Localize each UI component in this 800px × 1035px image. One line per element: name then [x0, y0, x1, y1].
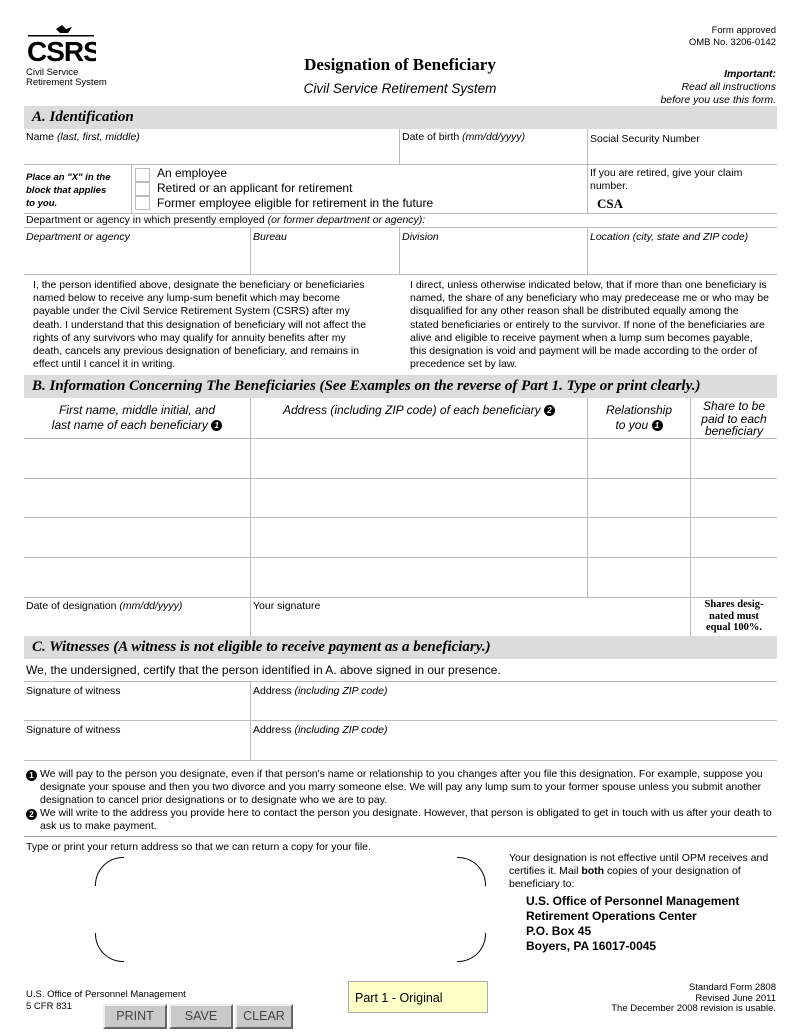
- witness2-address-label: Address (including ZIP code): [253, 724, 388, 736]
- logo-text: CSRS: [27, 36, 96, 65]
- logo-eagle-icon: [26, 25, 96, 65]
- print-button[interactable]: PRINT: [103, 1004, 167, 1029]
- col-share-header: Share to be paid to each beneficiary: [701, 399, 767, 438]
- important-line1: Read all instructions: [681, 81, 776, 93]
- witness1-address-label: Address (including ZIP code): [253, 685, 388, 697]
- option-employee: An employee: [157, 166, 228, 180]
- clear-button[interactable]: CLEAR: [235, 1004, 293, 1029]
- bracket-bottom-left: [95, 933, 124, 962]
- distribution-statement: I direct, unless otherwise indicated below, that if more than one beneficiary is named, the share of any beneficiary who may predecease me or who may be disqualified for any other reason shall be distributed equally among the stated beneficiaries or entirely to the survivor. If none of the beneficiaries are alive and eligible to receive payment when a lump sum becomes payable, this designation is void and payment will be made according to the order of precedence set by law.: [410, 279, 769, 371]
- bracket-top-left: [95, 857, 124, 886]
- form-title: Designation of Beneficiary: [304, 55, 496, 74]
- your-signature-field[interactable]: [251, 613, 689, 635]
- section-a-title: A. Identification: [32, 109, 134, 125]
- dob-field[interactable]: [400, 144, 586, 163]
- footer-agency: U.S. Office of Personnel Management: [26, 989, 186, 1000]
- claim-number-field[interactable]: [630, 195, 776, 212]
- section-b-title: B. Information Concerning The Beneficiaries (See Examples on the reverse of Part 1. Type or print clearly.): [32, 378, 701, 394]
- note-1: 1 We will pay to the person you designate, even if that person's name or relationship to you changes after you file this designation. For example, suppose you designate your spouse and then you two divorce and you marry someone else. We will pay any lump sum to your former spouse unless you submit another designation to cancel prior designations or to designate who we are to pay.: [26, 768, 776, 808]
- col-name-header: First name, middle initial, and last name of each beneficiary 1: [24, 403, 250, 432]
- form-approved: Form approved: [711, 25, 776, 36]
- note-2-bullet-icon: 2: [26, 809, 37, 820]
- witness1-label: Signature of witness: [26, 685, 121, 697]
- location-label: Location (city, state and ZIP code): [590, 231, 749, 243]
- important-line2: before you use this form.: [660, 94, 776, 106]
- option-retired: Retired or an applicant for retirement: [157, 181, 353, 195]
- save-button[interactable]: SAVE: [169, 1004, 233, 1029]
- designation-date-field[interactable]: [24, 613, 249, 635]
- designation-statement: I, the person identified above, designate the beneficiary or beneficiaries named below to receive any lump-sum benefit which may become payable under the Civil Service Retirement System (CSRS) after my death. I understand that this designation of beneficiary will not affect the rights of any survivors who may qualify for annuity benefits after my death, cancels any previous designation of beneficiary, and remains in effect until I cancel it in writing.: [33, 279, 367, 371]
- name-label: Name (last, first, middle): [26, 131, 140, 143]
- bureau-label: Bureau: [253, 231, 287, 243]
- section-b-header: [24, 375, 777, 398]
- retired-checkbox[interactable]: [135, 182, 150, 196]
- form-subtitle: Civil Service Retirement System: [303, 81, 497, 96]
- note-1b-icon: 1: [652, 420, 663, 431]
- omb-block: [689, 25, 776, 49]
- dob-label: Date of birth (mm/dd/yyyy): [402, 131, 526, 143]
- employee-checkbox[interactable]: [135, 168, 150, 182]
- note-2: 2 We will write to the address you provide here to contact the person you designate. However, that person is obligated to get in touch with us after your death to ask us to make payment.: [26, 807, 776, 833]
- ssn-label: Social Security Number: [590, 133, 700, 145]
- division-label: Division: [402, 231, 439, 243]
- col-relationship-header: Relationship to you 1: [605, 403, 673, 432]
- division-field[interactable]: [400, 245, 586, 273]
- dept-label: Department or agency: [26, 231, 130, 243]
- witness2-address-field[interactable]: [251, 737, 777, 759]
- bureau-field[interactable]: [251, 245, 398, 273]
- beneficiary-row[interactable]: [24, 558, 777, 596]
- agency-line2: Retirement System: [26, 77, 107, 88]
- omb-number: OMB No. 3206-0142: [688, 37, 776, 48]
- note-2-icon: 2: [544, 405, 555, 416]
- beneficiary-row[interactable]: [24, 518, 777, 556]
- witness-certification: We, the undersigned, certify that the person identified in A. above signed in our presence.: [26, 663, 501, 677]
- designation-date-label: Date of designation (mm/dd/yyyy): [26, 600, 183, 612]
- important-block: [660, 68, 776, 107]
- ssn-field[interactable]: [588, 146, 776, 163]
- csrs-logo: [26, 25, 96, 68]
- section-a-header: [24, 106, 777, 129]
- form-revision-info: Standard Form 2808 Revised June 2011 The December 2008 revision is usable.: [611, 982, 776, 1014]
- claim-prefix: CSA: [597, 196, 624, 211]
- important-label: Important:: [724, 68, 776, 80]
- former-employee-checkbox[interactable]: [135, 196, 150, 210]
- section-c-header: [24, 636, 777, 659]
- beneficiary-row[interactable]: [24, 439, 777, 477]
- option-former-employee: Former employee eligible for retirement in the future: [157, 196, 434, 210]
- witness2-label: Signature of witness: [26, 724, 121, 736]
- footer-cfr: 5 CFR 831: [26, 1001, 72, 1012]
- witness1-address-field[interactable]: [251, 698, 777, 719]
- return-address-field[interactable]: [125, 862, 455, 957]
- dept-field[interactable]: [24, 245, 249, 273]
- bracket-bottom-right: [457, 933, 486, 962]
- opm-mailing-address: U.S. Office of Personnel Management Retirement Operations Center P.O. Box 45 Boyers, PA 16017-0045: [526, 894, 740, 953]
- col-address-header: Address (including ZIP code) of each beneficiary 2: [251, 403, 587, 417]
- section-c-title: C. Witnesses (A witness is not eligible to receive payment as a beneficiary.): [32, 639, 491, 655]
- name-field[interactable]: [24, 144, 398, 163]
- note-1-icon: 1: [211, 420, 222, 431]
- location-field[interactable]: [588, 245, 776, 273]
- return-address-label: Type or print your return address so that we can return a copy for your file.: [26, 841, 371, 853]
- beneficiary-row[interactable]: [24, 479, 777, 516]
- part-label: Part 1 - Original: [348, 981, 488, 1013]
- bracket-top-right: [457, 857, 486, 886]
- shares-note: Shares desig- nated must equal 100%.: [704, 599, 764, 633]
- witness1-signature-field[interactable]: [24, 698, 249, 719]
- claim-instruction: If you are retired, give your claim number.: [590, 167, 743, 192]
- agency-line1: Civil Service: [26, 67, 79, 78]
- note-1-bullet-icon: 1: [26, 770, 37, 781]
- dept-intro: Department or agency in which presently employed (or former department or agency):: [26, 214, 426, 226]
- place-x-instruction: Place an "X" in the block that applies to you.: [26, 172, 111, 209]
- your-signature-label: Your signature: [253, 600, 321, 612]
- witness2-signature-field[interactable]: [24, 737, 249, 759]
- mail-instructions: Your designation is not effective until OPM receives and certifies it. Mail both copies of your designation of beneficiary to:: [509, 852, 769, 891]
